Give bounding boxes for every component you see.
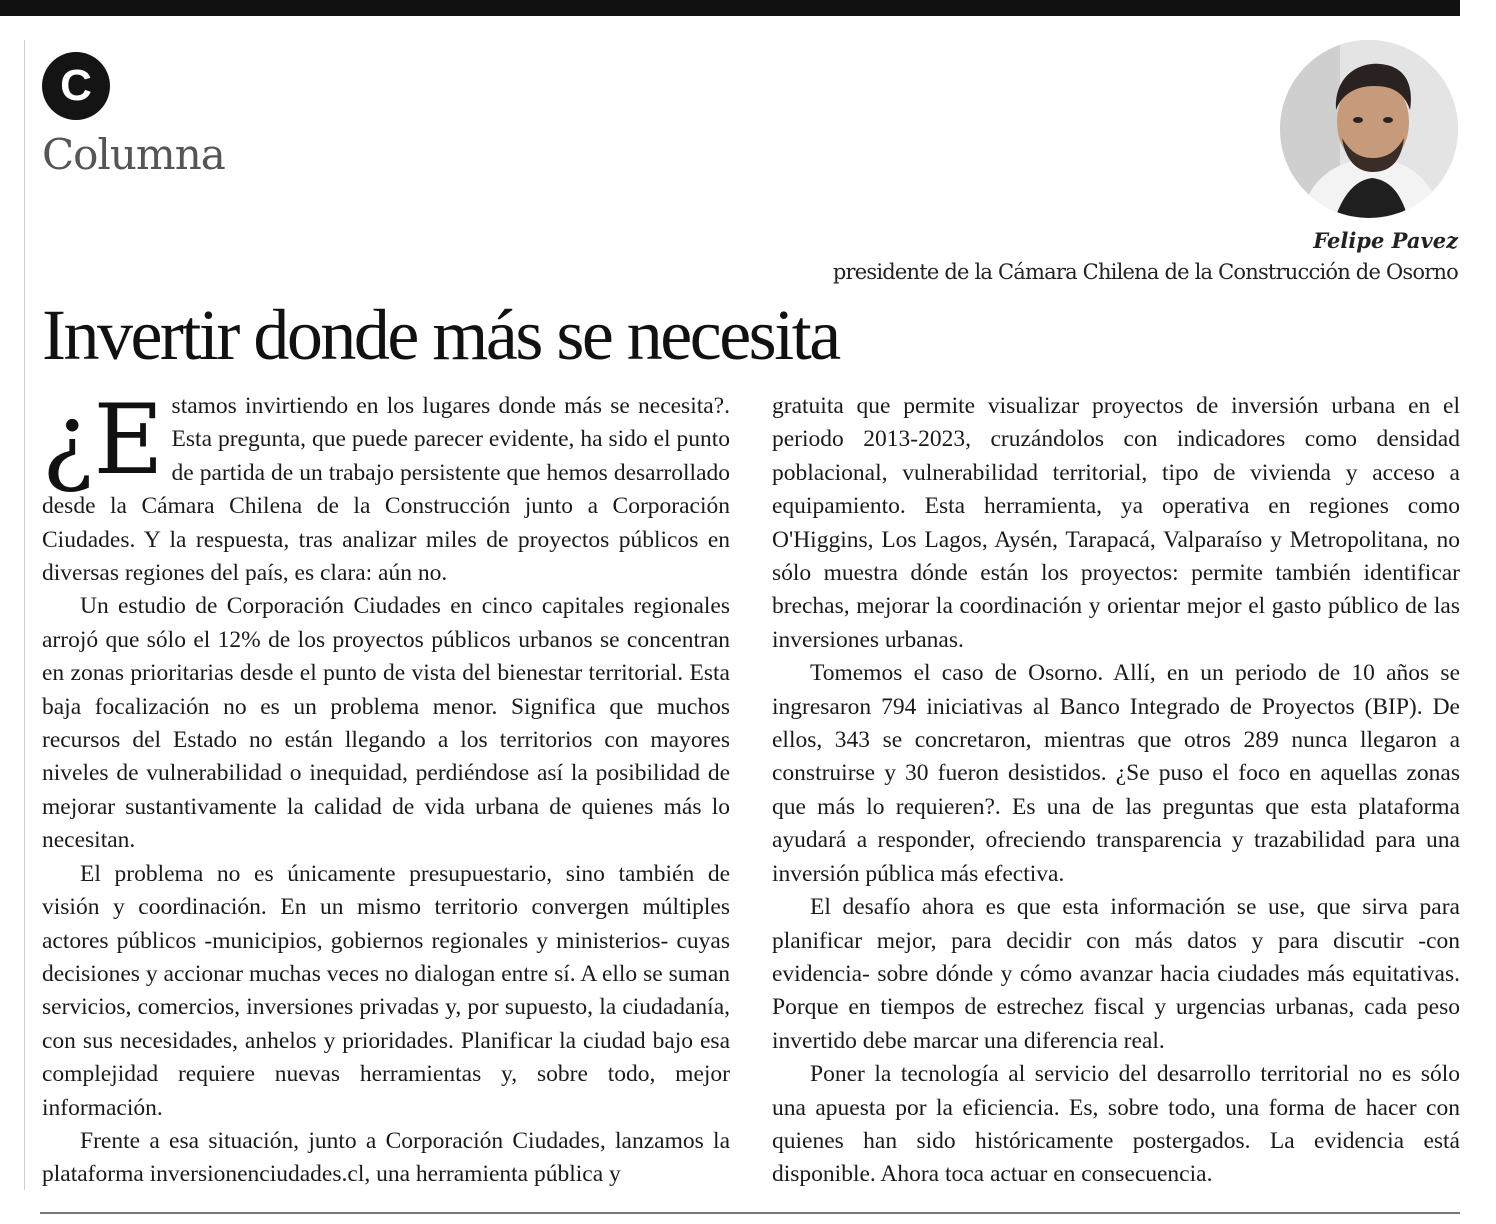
article-paragraph: El problema no es únicamente presupuestario, sino también de visión y coordinación. En un mismo territorio convergen múltiples actores públicos -municipios, gobiernos regionales y ministerios- cuyas decisiones y accionar muchas veces no dialogan entre sí. A ello se suman servicios, comercios, inversiones privadas y, por supuesto, la ciudadanía, con sus necesidades, anhelos y prioridades. Planificar la ciudad bajo esa complejidad requiere nuevas herramientas y, sobre todo, mejor información. [42,860,730,1121]
author-portrait-image [1280,40,1458,218]
article-paragraph: Poner la tecnología al servicio del desarrollo territorial no es sólo una apuesta por la eficiencia. Es, sobre todo, una forma de hacer con quienes han sido históricamente postergados. La evidencia está disponible. Ahora toca actuar en consecuencia. [772,1061,1460,1188]
article-paragraph: Frente a esa situación, junto a Corporación Ciudades, lanzamos la plataforma inversionenciudades.cl, una herramienta pública y [42,1127,730,1188]
article-paragraph: Tomemos el caso de Osorno. Allí, en un periodo de 10 años se ingresaron 794 iniciativas al Banco Integrado de Proyectos (BIP). De ellos, 343 se concretaron, mientras que otros 289 nunca llegaron a construirse y 30 fueron desistidos. ¿Se puso el foco en aquellas zonas que más lo requieren?. Es una de las preguntas que esta plataforma ayudará a responder, ofreciendo transparencia y trazabilidad para una inversión pública más efectiva. [772,660,1460,887]
paragraph-text: stamos invirtiendo en los lugares donde más se necesita?. Esta pregunta, que puede parecer evidente, ha sido el punto de partida de un trabajo persistente que hemos desarrollado desde la Cámara Chilena de la Construcción junto a Corporación Ciudades. Y la respuesta, tras analizar miles de proyectos públicos en diversas regiones del país, es clara: aún no. [42,393,730,587]
article-column-1 [42,384,730,1192]
bottom-rule [40,1212,1460,1214]
article-paragraph: gratuita que permite visualizar proyectos de inversión urbana en el periodo 2013-2023, cruzándolos con indicadores como densidad poblacional, vulnerabilidad territorial, tipo de vivienda y acceso a equipamiento. Esta herramienta, ya operativa en regiones como O'Higgins, Los Lagos, Aysén, Tarapacá, Valparaíso y Metropolitana, no sólo muestra dónde están los proyectos: permite también identificar brechas, mejorar la coordinación y orientar mejor el gasto público de las inversiones urbanas. [772,393,1460,653]
section-badge-icon: C [42,52,110,120]
article-headline: Invertir donde más se necesita [42,295,839,375]
article-paragraph: El desafío ahora es que esta información se use, que sirva para planificar mejor, para decidir con más datos y para discutir -con evidencia- sobre dónde y cómo avanzar hacia ciudades más equitativas. Porque en tiempos de estrechez fiscal y urgencias urbanas, cada peso invertido debe marcar una diferencia real. [772,894,1460,1054]
article-paragraph [42,384,730,590]
author-role: presidente de la Cámara Chilena de la Construcción de Osorno [832,260,1458,284]
section-label: Columna [42,130,225,179]
top-rule [0,0,1460,16]
drop-cap: ¿E [42,384,164,496]
author-name: Felipe Pavez [1313,228,1458,253]
article-paragraph: Un estudio de Corporación Ciudades en cinco capitales regionales arrojó que sólo el 12% de los proyectos públicos urbanos se concentran en zonas prioritarias desde el punto de vista del bienestar territorial. Esta baja focalización no es un problema menor. Significa que muchos recursos del Estado no están llegando a los territorios con mayores niveles de vulnerabilidad o inequidad, perdiéndose así la posibilidad de mejorar sustantivamente la calidad de vida urbana de quienes más lo necesitan. [42,593,730,854]
author-portrait-icon [1280,40,1458,218]
left-rule [24,40,25,1190]
article-column-2 [772,390,1460,1192]
